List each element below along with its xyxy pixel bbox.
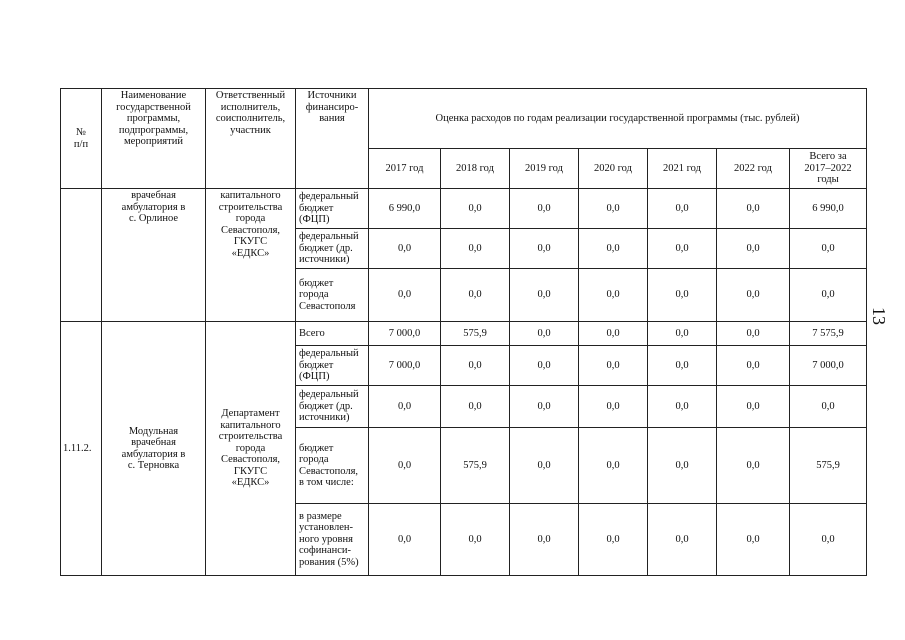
budget-table xyxy=(60,88,867,576)
header-year: 2017 год xyxy=(369,149,441,189)
header-total: Всего за 2017–2022 годы xyxy=(790,149,867,189)
row-value: 0,0 xyxy=(441,229,510,269)
row-responsible: капитального строительства города Севастополя, ГКУГС «ЕДКС» xyxy=(206,189,296,322)
row-value: 0,0 xyxy=(717,504,790,576)
row-total: 0,0 xyxy=(790,229,867,269)
row-value: 0,0 xyxy=(579,229,648,269)
row-total: 0,0 xyxy=(790,504,867,576)
row-source: федеральный бюджет (др. источники) xyxy=(296,386,369,428)
row-number: 1.11.2. xyxy=(61,322,102,576)
row-value: 0,0 xyxy=(717,346,790,386)
page-number: 13 xyxy=(869,307,889,325)
row-total: 6 990,0 xyxy=(790,189,867,229)
header-year: 2018 год xyxy=(441,149,510,189)
row-value: 0,0 xyxy=(369,428,441,504)
row-value: 0,0 xyxy=(369,269,441,322)
row-value: 0,0 xyxy=(579,322,648,346)
row-name: Модульная врачебная амбулатория в с. Терновка xyxy=(102,322,206,576)
header-year: 2022 год xyxy=(717,149,790,189)
row-value: 0,0 xyxy=(579,189,648,229)
row-value: 0,0 xyxy=(579,346,648,386)
row-value: 0,0 xyxy=(648,189,717,229)
row-source: Всего xyxy=(296,322,369,346)
header-year: 2019 год xyxy=(510,149,579,189)
row-value: 0,0 xyxy=(579,269,648,322)
row-value: 0,0 xyxy=(717,322,790,346)
row-source: бюджет города Севастополя, в том числе: xyxy=(296,428,369,504)
row-value: 0,0 xyxy=(648,504,717,576)
header-responsible: Ответственный исполнитель, соисполнитель, участник xyxy=(206,89,296,189)
row-name: врачебная амбулатория в с. Орлиное xyxy=(102,189,206,322)
row-value: 0,0 xyxy=(510,386,579,428)
row-value: 0,0 xyxy=(369,229,441,269)
row-value: 0,0 xyxy=(510,229,579,269)
row-value: 0,0 xyxy=(579,504,648,576)
row-total: 0,0 xyxy=(790,269,867,322)
table-row xyxy=(61,322,867,346)
row-value: 0,0 xyxy=(441,189,510,229)
header-name: Наименование государственной программы, подпрограммы, мероприятий xyxy=(102,89,206,189)
row-value: 0,0 xyxy=(510,504,579,576)
row-value: 0,0 xyxy=(441,504,510,576)
header-estimate: Оценка расходов по годам реализации государственной программы (тыс. рублей) xyxy=(369,89,867,149)
row-value: 6 990,0 xyxy=(369,189,441,229)
row-number xyxy=(61,189,102,322)
header-sources: Источники финансиро- вания xyxy=(296,89,369,189)
row-value: 0,0 xyxy=(648,346,717,386)
header-num: № п/п xyxy=(61,89,102,189)
row-value: 575,9 xyxy=(441,428,510,504)
row-value: 0,0 xyxy=(369,386,441,428)
row-source: в размере установлен- ного уровня софинанси- рования (5%) xyxy=(296,504,369,576)
row-value: 575,9 xyxy=(441,322,510,346)
row-source: федеральный бюджет (ФЦП) xyxy=(296,346,369,386)
row-value: 0,0 xyxy=(510,428,579,504)
row-total: 575,9 xyxy=(790,428,867,504)
table-row xyxy=(61,189,867,229)
row-value: 0,0 xyxy=(717,189,790,229)
row-total: 0,0 xyxy=(790,386,867,428)
row-source: федеральный бюджет (др. источники) xyxy=(296,229,369,269)
row-value: 0,0 xyxy=(579,386,648,428)
row-value: 0,0 xyxy=(369,504,441,576)
row-value: 0,0 xyxy=(648,428,717,504)
row-value: 0,0 xyxy=(441,346,510,386)
row-value: 7 000,0 xyxy=(369,346,441,386)
row-value: 0,0 xyxy=(510,322,579,346)
row-value: 7 000,0 xyxy=(369,322,441,346)
row-value: 0,0 xyxy=(441,386,510,428)
row-value: 0,0 xyxy=(648,269,717,322)
row-value: 0,0 xyxy=(648,386,717,428)
row-value: 0,0 xyxy=(717,386,790,428)
row-value: 0,0 xyxy=(441,269,510,322)
row-value: 0,0 xyxy=(510,269,579,322)
row-value: 0,0 xyxy=(648,322,717,346)
header-year: 2020 год xyxy=(579,149,648,189)
row-value: 0,0 xyxy=(510,189,579,229)
row-responsible: Департамент капитального строительства города Севастополя, ГКУГС «ЕДКС» xyxy=(206,322,296,576)
row-total: 7 575,9 xyxy=(790,322,867,346)
row-value: 0,0 xyxy=(717,229,790,269)
row-total: 7 000,0 xyxy=(790,346,867,386)
row-value: 0,0 xyxy=(510,346,579,386)
row-source: федеральный бюджет (ФЦП) xyxy=(296,189,369,229)
row-value: 0,0 xyxy=(717,269,790,322)
header-year: 2021 год xyxy=(648,149,717,189)
row-value: 0,0 xyxy=(717,428,790,504)
row-value: 0,0 xyxy=(579,428,648,504)
row-value: 0,0 xyxy=(648,229,717,269)
row-source: бюджет города Севастополя xyxy=(296,269,369,322)
